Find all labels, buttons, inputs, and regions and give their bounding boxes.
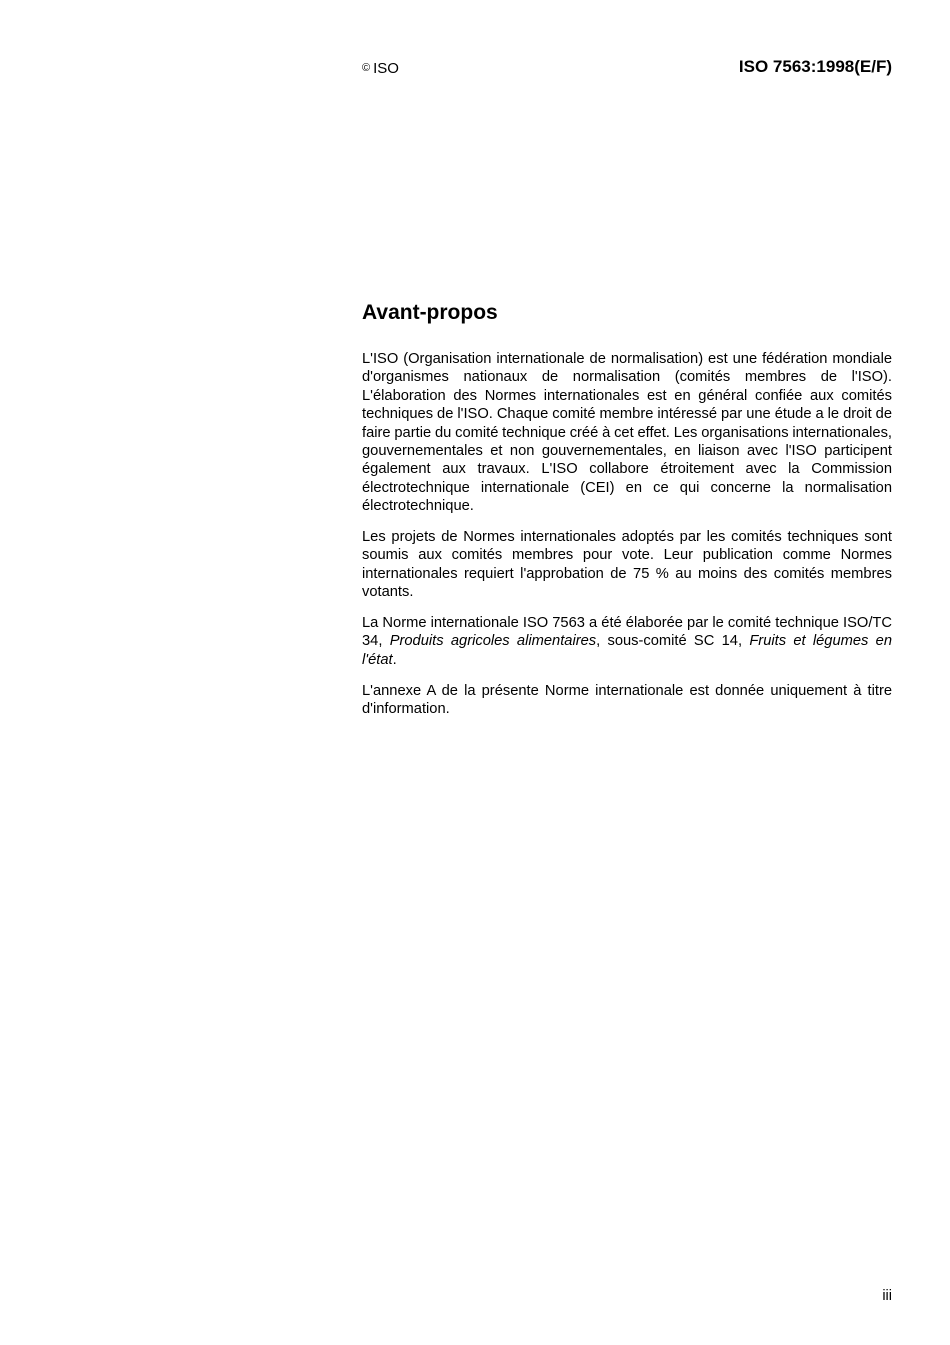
subcommittee-name: Fruits et légumes en l'état	[362, 633, 892, 668]
page-number: iii	[882, 1288, 892, 1304]
copyright-symbol: ©	[362, 62, 371, 74]
committee-name: Produits agricoles alimentaires	[389, 633, 597, 650]
committee-text-part3: .	[392, 651, 397, 668]
paragraph-committee	[362, 614, 892, 669]
section-title: Avant-propos	[362, 301, 498, 324]
paragraph-approval: Les projets de Normes internationales adoptés par les comités techniques sont soumis aux comités membres pour vote. Leur publication comme Normes internationales requiert l'approbation de 75 % au moins des comités membres votants.	[362, 529, 892, 601]
paragraph-organisation: L'ISO (Organisation internationale de normalisation) est une fédération mondiale d'organismes nationaux de normalisation (comités membres de l'ISO). L'élaboration des Normes internationales est en général confiée aux comités techniques de l'ISO. Chaque comité membre intéressé par une étude a le droit de faire partie du comité technique créé à cet effet. Les organisations internationales, gouvernementales et non gouvernementales, en liaison avec l'ISO participent également aux travaux. L'ISO collabore étroitement avec la Commission électrotechnique internationale (CEI) en ce qui concerne la normalisation électrotechnique.	[362, 351, 892, 515]
committee-text-part1: La Norme internationale ISO 7563 a été élaborée par le comité technique ISO/TC 34,	[362, 615, 892, 650]
copyright-org: ISO	[373, 60, 399, 77]
committee-text-part2: , sous-comité SC 14,	[596, 633, 750, 650]
paragraph-annex: L'annexe A de la présente Norme internationale est donnée uniquement à titre d'information.	[362, 682, 892, 718]
copyright-notice	[362, 58, 399, 79]
standard-number: ISO 7563:1998(E/F)	[738, 57, 892, 76]
foreword-body	[362, 350, 892, 731]
